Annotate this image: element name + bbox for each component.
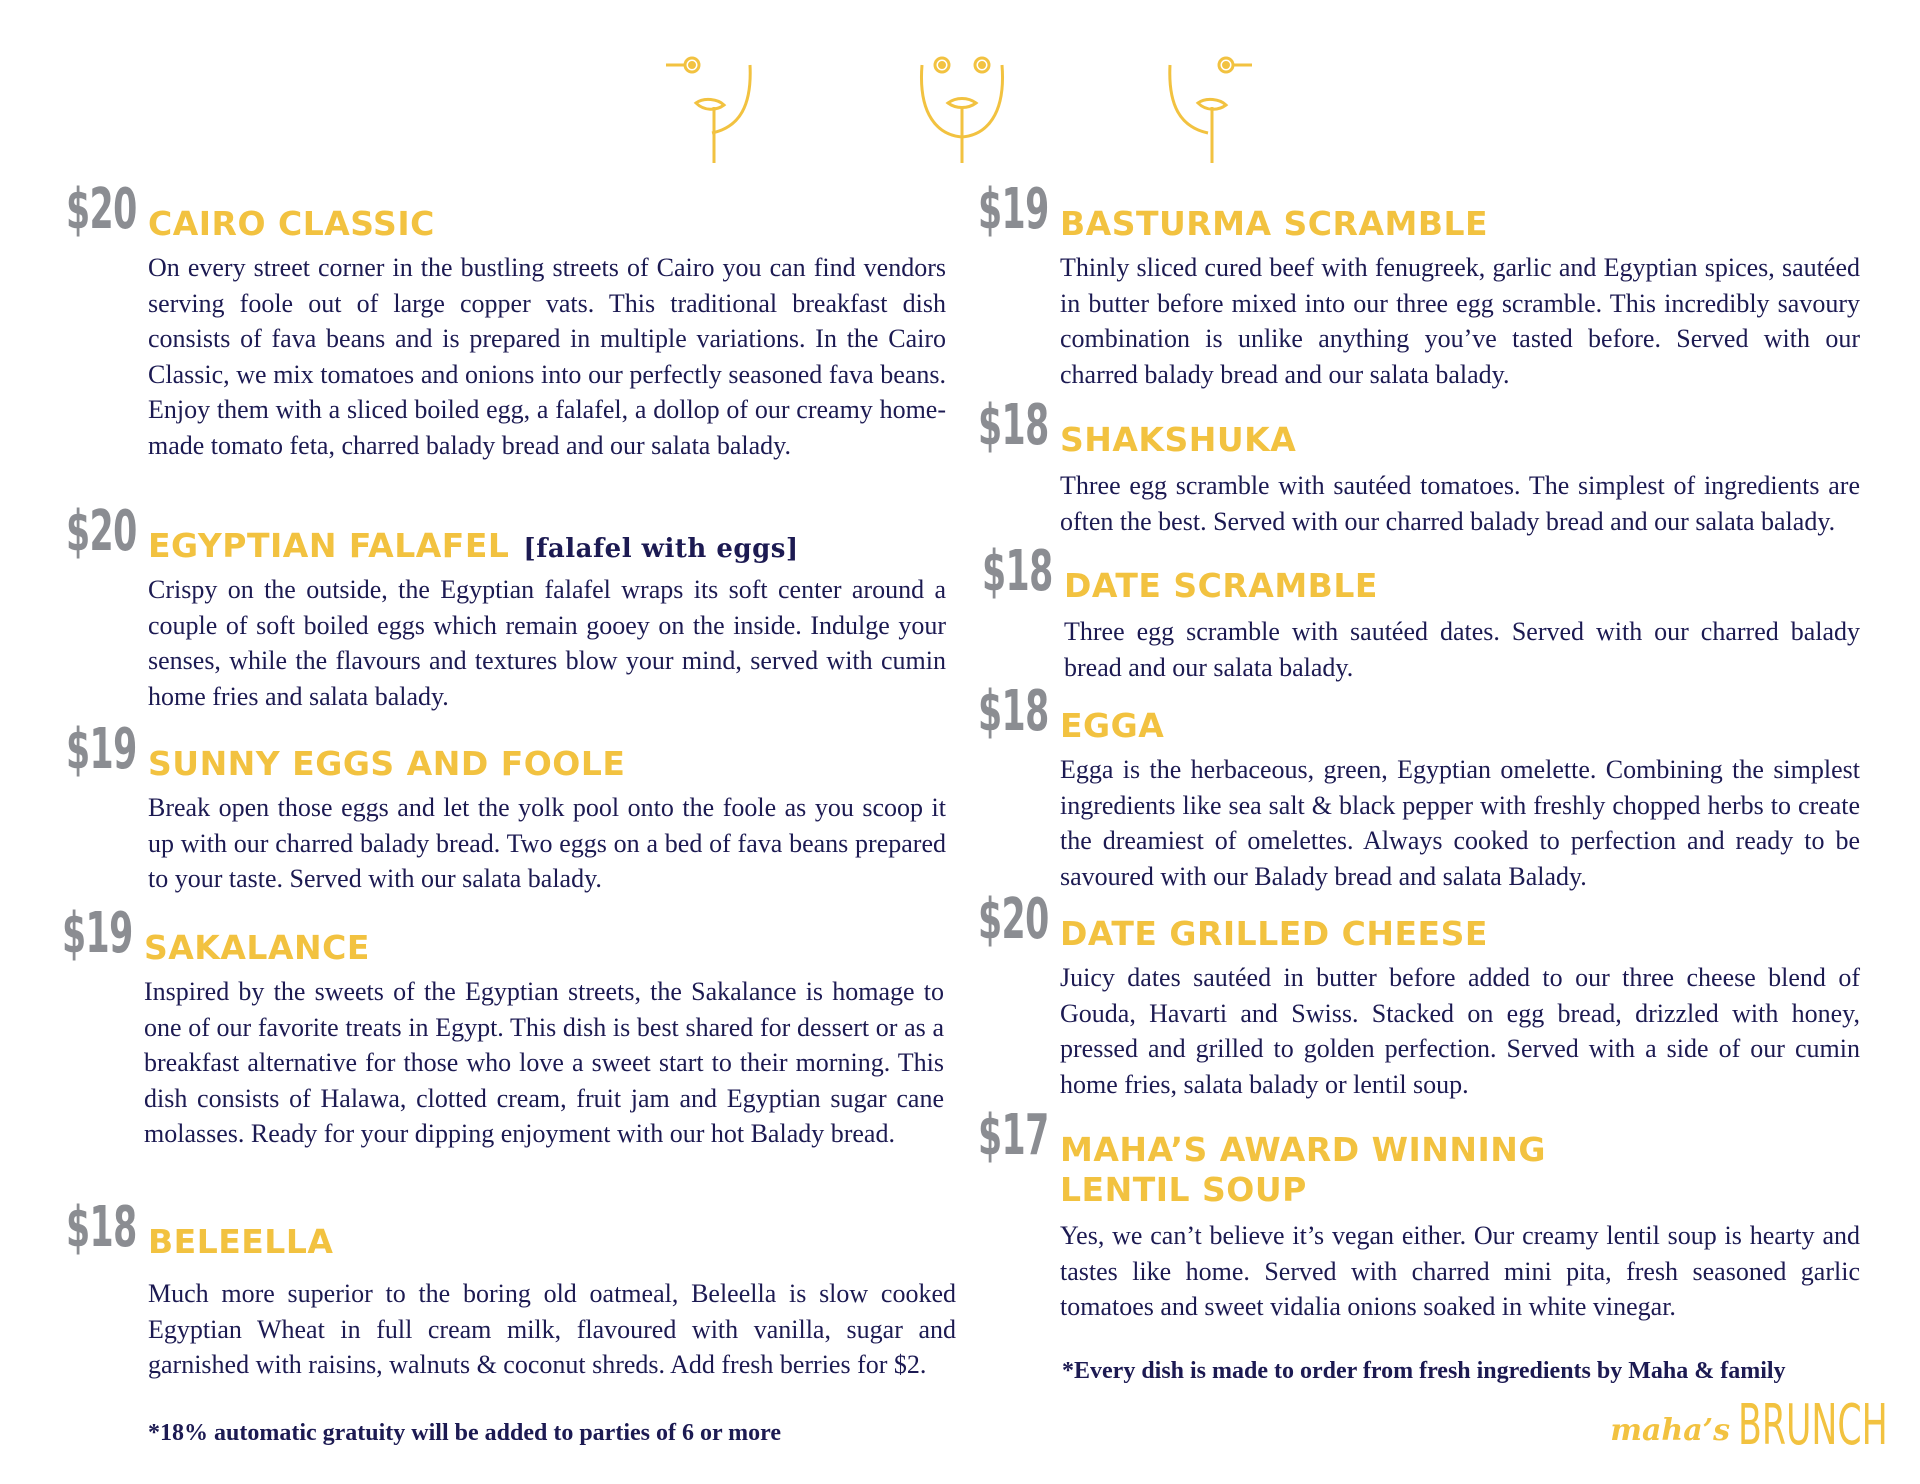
menu-item-date-scramble <box>982 539 1860 694</box>
menu-item-cairo-classic <box>66 177 946 502</box>
menu-item-lentil-soup <box>978 1103 1860 1338</box>
item-description: Thinly sliced cured beef with fenugreek, garlic and Egyptian spices, sautéed in butter before mixed into our three egg scramble. This incredibly savoury combination is unlike anything you’ve tasted before. Served with our charred balady bread and our salata balady. <box>1060 253 1860 389</box>
item-description: Juicy dates sautéed in butter before added to our three cheese blend of Gouda, Havarti and Swiss. Stacked on egg bread, drizzled with honey, pressed and grilled to golden perfection. Served with a side of our cumin home fries, salata balady or lentil soup. <box>1060 963 1860 1099</box>
brand-logo <box>1610 1393 1888 1458</box>
item-description: Yes, we can’t believe it’s vegan either. Our creamy lentil soup is hearty and tastes like home. Served with charred mini pita, fresh seasoned garlic tomatoes and sweet vidalia onions soaked in white vinegar. <box>1060 1221 1860 1321</box>
item-title <box>1060 1130 1546 1210</box>
face-profile-right-icon <box>1170 58 1252 163</box>
item-price: $19 <box>62 901 133 966</box>
face-front-icon <box>921 58 1002 163</box>
item-title: SUNNY EGGS AND FOOLE <box>148 744 626 783</box>
item-title: CAIRO CLASSIC <box>148 204 435 243</box>
item-price: $17 <box>978 1103 1049 1168</box>
item-price: $20 <box>66 177 137 242</box>
item-price: $19 <box>978 177 1049 242</box>
item-title: SAKALANCE <box>144 928 370 967</box>
item-description: On every street corner in the bustling streets of Cairo you can find vendors serving foole out of large copper vats. This traditional breakfast dish consists of fava beans and is prepared in multiple variations. In the Cairo Classic, we mix tomatoes and onions into our perfectly seasoned fava beans. Enjoy them with a sliced boiled egg, a falafel, a dollop of our creamy home-made tomato feta, charred balady bread and our salata balady. <box>148 253 946 460</box>
face-profile-left-icon <box>666 58 750 163</box>
brand-word: BRUNCH <box>1738 1393 1888 1458</box>
menu-item-basturma-scramble <box>978 177 1860 402</box>
item-subtitle: [falafel with eggs] <box>523 534 799 564</box>
item-description: Three egg scramble with sautéed dates. Served with our charred balady bread and our salata balady. <box>1064 617 1860 682</box>
item-title: DATE SCRAMBLE <box>1064 566 1378 605</box>
item-title: EGGA <box>1060 706 1165 745</box>
item-price: $18 <box>66 1195 137 1260</box>
menu-item-egyptian-falafel <box>66 499 946 724</box>
item-title: BASTURMA SCRAMBLE <box>1060 204 1489 243</box>
item-title: BELEELLA <box>148 1222 334 1261</box>
item-price: $18 <box>978 393 1049 458</box>
face-logo-icons <box>660 45 1280 165</box>
item-title-line1: MAHA’S AWARD WINNING <box>1060 1130 1547 1169</box>
item-description: Egga is the herbaceous, green, Egyptian omelette. Combining the simplest ingredients like sea salt & black pepper with freshly chopped herbs to create the dreamiest of omelettes. Always cooked to perfection and ready to be savoured with our Balady bread and salata Balady. <box>1060 755 1860 891</box>
menu-item-date-grilled-cheese <box>978 887 1860 1102</box>
item-title <box>148 526 799 569</box>
item-price: $19 <box>66 717 137 782</box>
item-description: Three egg scramble with sautéed tomatoes. The simplest of ingredients are often the best. Served with our charred balady bread and our salata balady. <box>1060 471 1860 536</box>
item-title: SHAKSHUKA <box>1060 420 1297 459</box>
menu-item-sakalance <box>62 901 946 1196</box>
menu-item-sunny-eggs-and-foole <box>66 717 946 902</box>
brand-script: maha’s <box>1610 1413 1730 1448</box>
item-price: $20 <box>66 499 137 564</box>
menu-item-egga <box>978 679 1860 894</box>
item-price: $18 <box>978 679 1049 744</box>
item-price: $20 <box>978 887 1049 952</box>
item-description: Much more superior to the boring old oatmeal, Beleella is slow cooked Egyptian Wheat in full cream milk, flavoured with vanilla, sugar and garnished with raisins, walnuts & coconut shreds. Add fresh berries for $2. <box>148 1279 956 1379</box>
item-description: Break open those eggs and let the yolk pool onto the foole as you scoop it up with our charred balady bread. Two eggs on a bed of fava beans prepared to your taste. Served with our salata balady. <box>148 793 946 893</box>
item-description: Crispy on the outside, the Egyptian falafel wraps its soft center around a couple of soft boiled eggs which remain gooey on the inside. Indulge your senses, while the flavours and textures blow your mind, served with cumin home fries and salata balady. <box>148 575 946 711</box>
item-title: DATE GRILLED CHEESE <box>1060 914 1488 953</box>
fresh-ingredients-note: *Every dish is made to order from fresh ingredients by Maha & family <box>1062 1358 1786 1384</box>
item-title-line2: LENTIL SOUP <box>1060 1170 1307 1209</box>
gratuity-note: *18% automatic gratuity will be added to parties of 6 or more <box>148 1420 782 1446</box>
item-price: $18 <box>982 539 1053 604</box>
item-description: Inspired by the sweets of the Egyptian streets, the Sakalance is homage to one of our favorite treats in Egypt. This dish is best shared for dessert or as a breakfast alternative for those who love a sweet start to their morning. This dish consists of Halawa, clotted cream, fruit jam and Egyptian sugar cane molasses. Ready for your dipping enjoyment with our hot Balady bread. <box>144 977 944 1148</box>
item-title-text: EGYPTIAN FALAFEL <box>148 526 510 565</box>
menu-item-beleella <box>66 1195 956 1390</box>
menu-item-shakshuka <box>978 393 1860 548</box>
